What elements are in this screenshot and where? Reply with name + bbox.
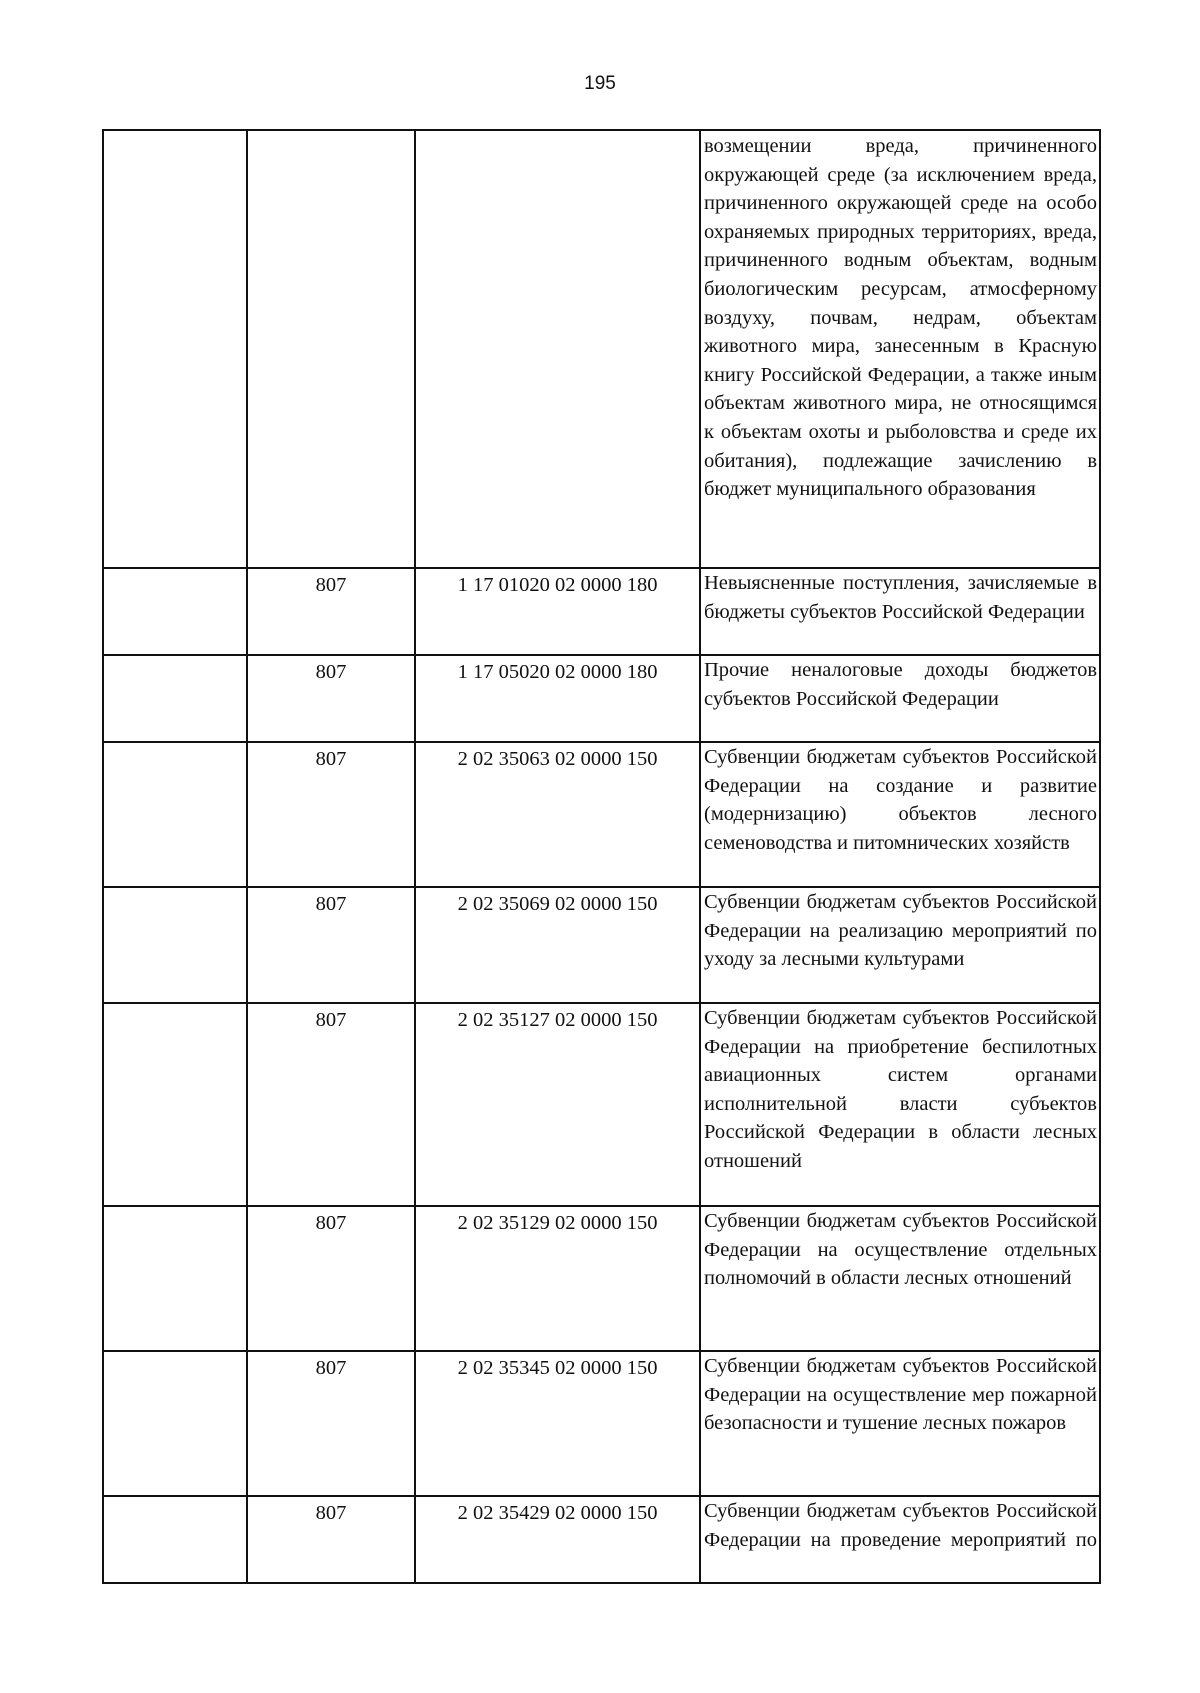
admin-code-cell: 807 [247,568,415,655]
revenue-codes-table [102,129,1101,1584]
description-cell: Субвенции бюджетам субъектов Российской Федерации на осуществление отдельных полномочий в области лесных отношений [700,1206,1100,1351]
description-cell: Прочие неналоговые доходы бюджетов субъектов Российской Федерации [700,655,1100,742]
admin-code-cell: 807 [247,887,415,1003]
empty-cell [103,130,247,568]
table-row [103,1003,1100,1206]
empty-cell [103,568,247,655]
description-cell: Субвенции бюджетам субъектов Российской Федерации на осуществление мер пожарной безопасности и тушение лесных пожаров [700,1351,1100,1496]
page-number: 195 [584,73,616,94]
admin-code-cell: 807 [247,1351,415,1496]
description-cell: Субвенции бюджетам субъектов Российской Федерации на реализацию мероприятий по уходу за лесными культурами [700,887,1100,1003]
empty-cell [103,1496,247,1583]
kbk-code-cell: 1 17 01020 02 0000 180 [415,568,700,655]
empty-cell [103,1206,247,1351]
empty-cell [103,742,247,887]
admin-code-cell: 807 [247,1496,415,1583]
kbk-code-cell: 2 02 35063 02 0000 150 [415,742,700,887]
admin-code-cell: 807 [247,655,415,742]
empty-cell [103,1351,247,1496]
kbk-code-cell: 2 02 35129 02 0000 150 [415,1206,700,1351]
kbk-code-cell [415,130,700,568]
description-cell: Невыясненные поступления, зачисляемые в бюджеты субъектов Российской Федерации [700,568,1100,655]
description-cell: Субвенции бюджетам субъектов Российской Федерации на проведение мероприятий по [700,1496,1100,1583]
description-cell: возмещении вреда, причиненного окружающей среде (за исключением вреда, причиненного окружающей среде на особо охраняемых природных территориях, вреда, причиненного водным объектам, водным биологическим ресурсам, атмосферному воздуху, почвам, недрам, объектам животного мира, занесенным в Красную книгу Российской Федерации, а также иным объектам животного мира, не относящимся к объектам охоты и рыболовства и среде их обитания), подлежащие зачислению в бюджет муниципального образования [700,130,1100,568]
empty-cell [103,655,247,742]
table-row [103,130,1100,568]
kbk-code-cell: 2 02 35345 02 0000 150 [415,1351,700,1496]
description-cell: Субвенции бюджетам субъектов Российской Федерации на создание и развитие (модернизацию) объектов лесного семеноводства и питомнических хозяйств [700,742,1100,887]
table-row [103,1496,1100,1583]
kbk-code-cell: 1 17 05020 02 0000 180 [415,655,700,742]
kbk-code-cell: 2 02 35429 02 0000 150 [415,1496,700,1583]
description-cell: Субвенции бюджетам субъектов Российской Федерации на приобретение беспилотных авиационных систем органами исполнительной власти субъектов Российской Федерации в области лесных отношений [700,1003,1100,1206]
table-row [103,655,1100,742]
admin-code-cell: 807 [247,742,415,887]
admin-code-cell: 807 [247,1003,415,1206]
table-row [103,1206,1100,1351]
table-row [103,568,1100,655]
table-row [103,1351,1100,1496]
empty-cell [103,887,247,1003]
admin-code-cell [247,130,415,568]
kbk-code-cell: 2 02 35069 02 0000 150 [415,887,700,1003]
table-row [103,887,1100,1003]
empty-cell [103,1003,247,1206]
admin-code-cell: 807 [247,1206,415,1351]
kbk-code-cell: 2 02 35127 02 0000 150 [415,1003,700,1206]
table-row [103,742,1100,887]
